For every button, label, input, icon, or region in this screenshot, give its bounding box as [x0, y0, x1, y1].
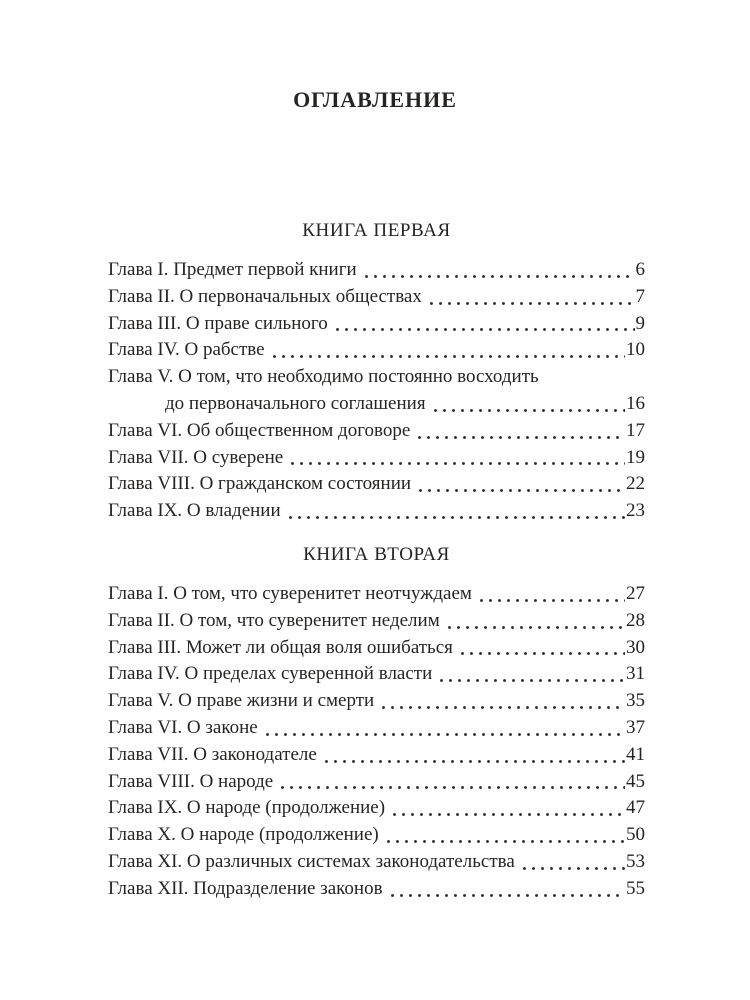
toc-entry-page-number: 16 — [626, 392, 645, 414]
toc-entry-page-number: 28 — [626, 609, 645, 631]
dot-leader — [390, 795, 625, 822]
dot-leader — [288, 445, 625, 472]
toc-entry-page-number: 19 — [626, 446, 645, 468]
dot-leader — [520, 849, 625, 876]
toc-entry-row — [108, 715, 645, 742]
dot-leader — [458, 635, 625, 662]
toc-entry-row — [108, 635, 645, 662]
toc-entry-row — [108, 498, 645, 525]
toc-entry-row — [108, 822, 645, 849]
toc-entry-title: Глава X. О народе (продолжение) — [108, 824, 379, 846]
toc-entry-title: Глава IV. О пределах суверенной власти — [108, 663, 433, 685]
dot-leader — [362, 257, 635, 284]
toc-entry-page-number: 10 — [626, 339, 645, 361]
toc-entry-title: Глава I. О том, что суверенитет неотчуждаем — [108, 582, 472, 604]
toc-entry-row — [108, 364, 645, 391]
toc-entry-page-number: 55 — [626, 877, 645, 899]
toc-entry-page-number: 9 — [635, 312, 645, 334]
toc-entry-title: Глава VIII. О народе — [108, 770, 274, 792]
toc-entry-page-number: 17 — [626, 419, 645, 441]
toc-entry-page-number: 45 — [626, 770, 645, 792]
toc-entry-page-number: 31 — [626, 663, 645, 685]
dot-leader — [427, 284, 635, 311]
toc-entry-title: Глава IV. О рабстве — [108, 339, 265, 361]
toc-entry-page-number: 27 — [626, 582, 645, 604]
dot-leader — [278, 769, 625, 796]
toc-entry-title: Глава I. Предмет первой книги — [108, 259, 357, 280]
toc-entry-title: Глава XII. Подразделение законов — [108, 877, 383, 899]
toc-entry-row — [108, 284, 645, 311]
toc-entry-row — [108, 257, 645, 284]
dot-leader — [286, 498, 625, 525]
toc-entry-title: Глава IX. О владении — [108, 500, 281, 522]
toc-entry-title: Глава VII. О суверене — [108, 446, 284, 468]
toc-entry-title: Глава XI. О различных системах законодательства — [108, 850, 515, 872]
toc-entry-row — [108, 661, 645, 688]
toc-entry-title: Глава V. О том, что необходимо постоянно восходить — [108, 366, 539, 388]
dot-leader — [322, 742, 625, 769]
toc-entry-title: Глава V. О праве жизни и смерти — [108, 690, 375, 712]
book-heading: КНИГА ВТОРАЯ — [303, 543, 450, 565]
toc-entry-page-number: 47 — [626, 797, 645, 819]
toc-entry-row — [108, 688, 645, 715]
toc-entry-title: Глава III. О праве сильного — [108, 312, 328, 334]
dot-leader — [445, 608, 625, 635]
toc-entry-row — [108, 311, 645, 338]
toc-entry-title: Глава VII. О законодателе — [108, 743, 317, 765]
toc-entry-page-number: 37 — [626, 716, 645, 738]
page-title: ОГЛАВЛЕНИЕ — [293, 87, 457, 112]
toc-entry-row — [108, 608, 645, 635]
toc-entry-row — [108, 795, 645, 822]
toc-entry-title: Глава II. О первоначальных обществах — [108, 285, 422, 307]
toc-entry-row — [108, 876, 645, 903]
toc-entry-row — [108, 742, 645, 769]
toc-entry-row — [108, 445, 645, 472]
dot-leader — [437, 661, 625, 688]
dot-leader — [477, 581, 625, 608]
toc-entry-page-number: 6 — [635, 259, 645, 280]
dot-leader — [415, 418, 625, 445]
toc-entries — [108, 581, 645, 903]
toc-section — [108, 217, 645, 525]
toc-entry-continuation-row — [108, 391, 645, 418]
toc-entry-continuation-text: до первоначального соглашения — [165, 392, 426, 414]
dot-leader — [388, 876, 625, 903]
dot-leader — [263, 715, 625, 742]
toc-entry-page-number: 22 — [626, 473, 645, 495]
toc-entry-page-number: 7 — [635, 285, 645, 307]
toc-entry-page-number: 53 — [626, 850, 645, 872]
toc-entry-row — [108, 337, 645, 364]
toc-entry-row — [108, 471, 645, 498]
dot-leader — [431, 391, 625, 418]
dot-leader — [270, 337, 625, 364]
toc-column — [108, 217, 645, 903]
toc-entry-page-number: 23 — [626, 500, 645, 522]
toc-entry-page-number: 35 — [626, 690, 645, 712]
toc-entry-title: Глава IX. О народе (продолжение) — [108, 797, 386, 819]
toc-entry-row — [108, 581, 645, 608]
toc-entry-title: Глава II. О том, что суверенитет неделим — [108, 609, 440, 631]
toc-entry-page-number: 30 — [626, 636, 645, 658]
toc-entry-row — [108, 769, 645, 796]
toc-entry-page-number: 41 — [626, 743, 645, 765]
toc-section — [108, 541, 645, 903]
toc-entry-row — [108, 418, 645, 445]
toc-entry-row — [108, 849, 645, 876]
dot-leader — [333, 311, 635, 338]
dot-leader — [379, 688, 625, 715]
dot-leader — [416, 471, 625, 498]
toc-entry-title: Глава III. Может ли общая воля ошибаться — [108, 636, 453, 658]
toc-entry-page-number: 50 — [626, 824, 645, 846]
dot-leader — [384, 822, 625, 849]
toc-entry-title: Глава VI. Об общественном договоре — [108, 419, 411, 441]
toc-entries — [108, 257, 645, 525]
toc-entry-title: Глава VIII. О гражданском состоянии — [108, 473, 412, 495]
toc-entry-title: Глава VI. О законе — [108, 716, 258, 738]
book-heading: КНИГА ПЕРВАЯ — [302, 220, 451, 241]
